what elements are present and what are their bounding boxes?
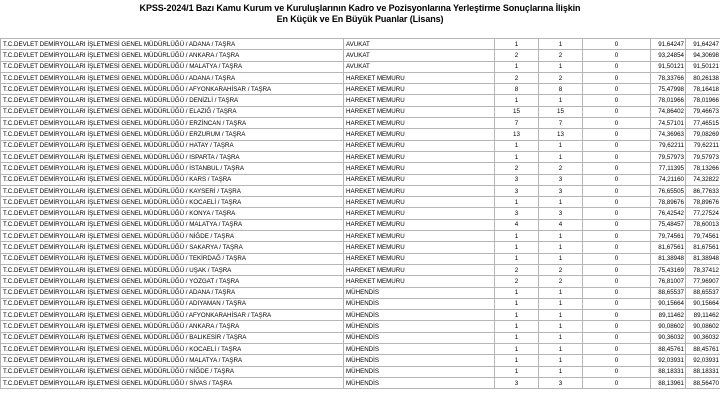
position-cell: HAREKET MEMURU [344,197,495,208]
min-score-cell: 76,42542 [651,208,686,219]
placed-cell: 1 [539,355,583,366]
institution-cell: T.C.DEVLET DEMİRYOLLARI İŞLETMESİ GENEL MÜDÜRLÜĞÜ / KONYA / TAŞRA [1,208,344,219]
placed-cell: 1 [539,140,583,151]
table-row [1,118,720,129]
position-cell: MÜHENDİS [344,377,495,388]
max-score-cell: 77,96907 [686,276,720,287]
table-row [1,264,720,275]
min-score-cell: 79,57973 [651,151,686,162]
empty-cell: 0 [583,50,651,61]
max-score-cell: 79,74561 [686,231,720,242]
placed-cell: 2 [539,264,583,275]
empty-cell: 0 [583,264,651,275]
min-score-cell: 90,08602 [651,321,686,332]
min-score-cell: 90,15664 [651,298,686,309]
max-score-cell: 91,50121 [686,61,720,72]
quota-cell: 2 [495,72,539,83]
quota-cell: 1 [495,197,539,208]
quota-cell: 1 [495,151,539,162]
position-cell: HAREKET MEMURU [344,118,495,129]
min-score-cell: 92,03931 [651,355,686,366]
institution-cell: T.C.DEVLET DEMİRYOLLARI İŞLETMESİ GENEL MÜDÜRLÜĞÜ / UŞAK / TAŞRA [1,264,344,275]
min-score-cell: 75,47998 [651,84,686,95]
position-cell: HAREKET MEMURU [344,106,495,117]
max-score-cell: 88,18331 [686,366,720,377]
quota-cell: 1 [495,61,539,72]
max-score-cell: 81,38948 [686,253,720,264]
min-score-cell: 91,50121 [651,61,686,72]
quota-cell: 1 [495,355,539,366]
max-score-cell: 78,13266 [686,163,720,174]
position-cell: AVUKAT [344,39,495,50]
placed-cell: 1 [539,197,583,208]
empty-cell: 0 [583,61,651,72]
table-row [1,276,720,287]
empty-cell: 0 [583,163,651,174]
quota-cell: 2 [495,163,539,174]
quota-cell: 7 [495,118,539,129]
empty-cell: 0 [583,253,651,264]
title-line-2: En Küçük ve En Büyük Puanlar (Lisans) [276,14,444,24]
position-cell: AVUKAT [344,50,495,61]
institution-cell: T.C.DEVLET DEMİRYOLLARI İŞLETMESİ GENEL MÜDÜRLÜĞÜ / ISPARTA / TAŞRA [1,151,344,162]
table-row [1,39,720,50]
institution-cell: T.C.DEVLET DEMİRYOLLARI İŞLETMESİ GENEL MÜDÜRLÜĞÜ / ANKARA / TAŞRA [1,50,344,61]
quota-cell: 13 [495,129,539,140]
placed-cell: 15 [539,106,583,117]
table-row [1,84,720,95]
max-score-cell: 78,01966 [686,95,720,106]
empty-cell: 0 [583,355,651,366]
placed-cell: 2 [539,163,583,174]
table-row [1,95,720,106]
placed-cell: 1 [539,310,583,321]
position-cell: AVUKAT [344,61,495,72]
institution-cell: T.C.DEVLET DEMİRYOLLARI İŞLETMESİ GENEL MÜDÜRLÜĞÜ / HATAY / TAŞRA [1,140,344,151]
position-cell: HAREKET MEMURU [344,72,495,83]
max-score-cell: 88,56470 [686,377,720,388]
quota-cell: 1 [495,310,539,321]
institution-cell: T.C.DEVLET DEMİRYOLLARI İŞLETMESİ GENEL MÜDÜRLÜĞÜ / NİĞDE / TAŞRA [1,366,344,377]
quota-cell: 1 [495,39,539,50]
empty-cell: 0 [583,287,651,298]
quota-cell: 3 [495,185,539,196]
quota-cell: 1 [495,366,539,377]
institution-cell: T.C.DEVLET DEMİRYOLLARI İŞLETMESİ GENEL MÜDÜRLÜĞÜ / DENİZLİ / TAŞRA [1,95,344,106]
max-score-cell: 92,03931 [686,355,720,366]
placed-cell: 1 [539,332,583,343]
quota-cell: 2 [495,264,539,275]
empty-cell: 0 [583,140,651,151]
placed-cell: 2 [539,276,583,287]
min-score-cell: 88,45761 [651,344,686,355]
quota-cell: 3 [495,208,539,219]
placed-cell: 3 [539,208,583,219]
table-row [1,355,720,366]
min-score-cell: 88,13961 [651,377,686,388]
table-row [1,140,720,151]
table-row [1,61,720,72]
table-row [1,50,720,61]
institution-cell: T.C.DEVLET DEMİRYOLLARI İŞLETMESİ GENEL MÜDÜRLÜĞÜ / AFYONKARAHİSAR / TAŞRA [1,310,344,321]
institution-cell: T.C.DEVLET DEMİRYOLLARI İŞLETMESİ GENEL MÜDÜRLÜĞÜ / KOCAELİ / TAŞRA [1,344,344,355]
max-score-cell: 86,77633 [686,185,720,196]
quota-cell: 15 [495,106,539,117]
empty-cell: 0 [583,231,651,242]
empty-cell: 0 [583,151,651,162]
min-score-cell: 78,89676 [651,197,686,208]
institution-cell: T.C.DEVLET DEMİRYOLLARI İŞLETMESİ GENEL MÜDÜRLÜĞÜ / SAKARYA / TAŞRA [1,242,344,253]
institution-cell: T.C.DEVLET DEMİRYOLLARI İŞLETMESİ GENEL MÜDÜRLÜĞÜ / İSTANBUL / TAŞRA [1,163,344,174]
table-row [1,106,720,117]
position-cell: HAREKET MEMURU [344,219,495,230]
position-cell: MÜHENDİS [344,321,495,332]
institution-cell: T.C.DEVLET DEMİRYOLLARI İŞLETMESİ GENEL MÜDÜRLÜĞÜ / ADIYAMAN / TAŞRA [1,298,344,309]
position-cell: MÜHENDİS [344,310,495,321]
max-score-cell: 78,89676 [686,197,720,208]
institution-cell: T.C.DEVLET DEMİRYOLLARI İŞLETMESİ GENEL MÜDÜRLÜĞÜ / TEKİRDAĞ / TAŞRA [1,253,344,264]
quota-cell: 1 [495,287,539,298]
max-score-cell: 89,11462 [686,310,720,321]
min-score-cell: 81,67561 [651,242,686,253]
max-score-cell: 79,62211 [686,140,720,151]
institution-cell: T.C.DEVLET DEMİRYOLLARI İŞLETMESİ GENEL MÜDÜRLÜĞÜ / MALATYA / TAŞRA [1,61,344,72]
min-score-cell: 74,57101 [651,118,686,129]
min-score-cell: 74,86402 [651,106,686,117]
document-title [0,0,720,33]
quota-cell: 1 [495,321,539,332]
quota-cell: 1 [495,242,539,253]
quota-cell: 3 [495,377,539,388]
table-row [1,185,720,196]
min-score-cell: 74,36963 [651,129,686,140]
max-score-cell: 77,46515 [686,118,720,129]
table-row [1,242,720,253]
empty-cell: 0 [583,242,651,253]
table-row [1,366,720,377]
table-row [1,163,720,174]
min-score-cell: 76,81007 [651,276,686,287]
table-row [1,231,720,242]
min-score-cell: 90,36032 [651,332,686,343]
institution-cell: T.C.DEVLET DEMİRYOLLARI İŞLETMESİ GENEL MÜDÜRLÜĞÜ / KARS / TAŞRA [1,174,344,185]
quota-cell: 8 [495,84,539,95]
max-score-cell: 90,36032 [686,332,720,343]
placed-cell: 7 [539,118,583,129]
quota-cell: 2 [495,276,539,287]
placed-cell: 4 [539,219,583,230]
max-score-cell: 88,65537 [686,287,720,298]
empty-cell: 0 [583,72,651,83]
empty-cell: 0 [583,298,651,309]
min-score-cell: 89,11462 [651,310,686,321]
position-cell: MÜHENDİS [344,287,495,298]
empty-cell: 0 [583,366,651,377]
max-score-cell: 91,64247 [686,39,720,50]
quota-cell: 3 [495,174,539,185]
position-cell: HAREKET MEMURU [344,231,495,242]
empty-cell: 0 [583,344,651,355]
table-row [1,287,720,298]
quota-cell: 1 [495,231,539,242]
empty-cell: 0 [583,84,651,95]
position-cell: MÜHENDİS [344,344,495,355]
results-table [0,38,720,389]
quota-cell: 1 [495,332,539,343]
min-score-cell: 81,38948 [651,253,686,264]
table-row [1,298,720,309]
position-cell: HAREKET MEMURU [344,129,495,140]
placed-cell: 1 [539,344,583,355]
max-score-cell: 78,60013 [686,219,720,230]
empty-cell: 0 [583,174,651,185]
placed-cell: 1 [539,253,583,264]
table-row [1,332,720,343]
institution-cell: T.C.DEVLET DEMİRYOLLARI İŞLETMESİ GENEL MÜDÜRLÜĞÜ / MALATYA / TAŞRA [1,355,344,366]
quota-cell: 2 [495,50,539,61]
max-score-cell: 74,32822 [686,174,720,185]
empty-cell: 0 [583,95,651,106]
institution-cell: T.C.DEVLET DEMİRYOLLARI İŞLETMESİ GENEL MÜDÜRLÜĞÜ / SİVAS / TAŞRA [1,377,344,388]
institution-cell: T.C.DEVLET DEMİRYOLLARI İŞLETMESİ GENEL MÜDÜRLÜĞÜ / ADANA / TAŞRA [1,72,344,83]
placed-cell: 3 [539,185,583,196]
position-cell: HAREKET MEMURU [344,163,495,174]
empty-cell: 0 [583,219,651,230]
position-cell: HAREKET MEMURU [344,276,495,287]
position-cell: HAREKET MEMURU [344,95,495,106]
table-row [1,219,720,230]
empty-cell: 0 [583,377,651,388]
max-score-cell: 79,46673 [686,106,720,117]
placed-cell: 1 [539,298,583,309]
placed-cell: 8 [539,84,583,95]
max-score-cell: 79,57973 [686,151,720,162]
results-table-body [1,39,720,389]
placed-cell: 1 [539,242,583,253]
institution-cell: T.C.DEVLET DEMİRYOLLARI İŞLETMESİ GENEL MÜDÜRLÜĞÜ / KAYSERİ / TAŞRA [1,185,344,196]
placed-cell: 1 [539,61,583,72]
min-score-cell: 75,43169 [651,264,686,275]
placed-cell: 1 [539,366,583,377]
table-row [1,344,720,355]
placed-cell: 3 [539,377,583,388]
empty-cell: 0 [583,185,651,196]
placed-cell: 13 [539,129,583,140]
max-score-cell: 94,30698 [686,50,720,61]
empty-cell: 0 [583,310,651,321]
min-score-cell: 78,01966 [651,95,686,106]
institution-cell: T.C.DEVLET DEMİRYOLLARI İŞLETMESİ GENEL MÜDÜRLÜĞÜ / BALIKESİR / TAŞRA [1,332,344,343]
position-cell: MÜHENDİS [344,355,495,366]
table-row [1,208,720,219]
min-score-cell: 74,21160 [651,174,686,185]
position-cell: HAREKET MEMURU [344,174,495,185]
position-cell: HAREKET MEMURU [344,185,495,196]
quota-cell: 1 [495,95,539,106]
table-row [1,72,720,83]
table-row [1,151,720,162]
table-row [1,321,720,332]
min-score-cell: 93,24854 [651,50,686,61]
table-row [1,197,720,208]
position-cell: MÜHENDİS [344,298,495,309]
empty-cell: 0 [583,197,651,208]
min-score-cell: 79,62211 [651,140,686,151]
placed-cell: 1 [539,231,583,242]
position-cell: HAREKET MEMURU [344,84,495,95]
position-cell: HAREKET MEMURU [344,242,495,253]
position-cell: HAREKET MEMURU [344,140,495,151]
position-cell: HAREKET MEMURU [344,151,495,162]
max-score-cell: 88,45761 [686,344,720,355]
empty-cell: 0 [583,276,651,287]
placed-cell: 2 [539,50,583,61]
empty-cell: 0 [583,321,651,332]
max-score-cell: 90,15664 [686,298,720,309]
empty-cell: 0 [583,332,651,343]
min-score-cell: 79,74561 [651,231,686,242]
max-score-cell: 77,27524 [686,208,720,219]
placed-cell: 2 [539,72,583,83]
quota-cell: 1 [495,140,539,151]
empty-cell: 0 [583,118,651,129]
institution-cell: T.C.DEVLET DEMİRYOLLARI İŞLETMESİ GENEL MÜDÜRLÜĞÜ / MALATYA / TAŞRA [1,219,344,230]
empty-cell: 0 [583,208,651,219]
institution-cell: T.C.DEVLET DEMİRYOLLARI İŞLETMESİ GENEL MÜDÜRLÜĞÜ / ERZİNCAN / TAŞRA [1,118,344,129]
institution-cell: T.C.DEVLET DEMİRYOLLARI İŞLETMESİ GENEL MÜDÜRLÜĞÜ / ADANA / TAŞRA [1,39,344,50]
empty-cell: 0 [583,106,651,117]
placed-cell: 1 [539,151,583,162]
placed-cell: 1 [539,95,583,106]
table-row [1,310,720,321]
min-score-cell: 78,33766 [651,72,686,83]
institution-cell: T.C.DEVLET DEMİRYOLLARI İŞLETMESİ GENEL MÜDÜRLÜĞÜ / ADANA / TAŞRA [1,287,344,298]
table-row [1,253,720,264]
min-score-cell: 88,65537 [651,287,686,298]
position-cell: HAREKET MEMURU [344,253,495,264]
table-row [1,377,720,388]
position-cell: MÜHENDİS [344,366,495,377]
table-row [1,129,720,140]
quota-cell: 1 [495,344,539,355]
max-score-cell: 81,67561 [686,242,720,253]
institution-cell: T.C.DEVLET DEMİRYOLLARI İŞLETMESİ GENEL MÜDÜRLÜĞÜ / ELAZIĞ / TAŞRA [1,106,344,117]
max-score-cell: 90,08602 [686,321,720,332]
table-row [1,174,720,185]
quota-cell: 4 [495,219,539,230]
min-score-cell: 88,18331 [651,366,686,377]
placed-cell: 1 [539,39,583,50]
institution-cell: T.C.DEVLET DEMİRYOLLARI İŞLETMESİ GENEL MÜDÜRLÜĞÜ / ERZURUM / TAŞRA [1,129,344,140]
empty-cell: 0 [583,129,651,140]
min-score-cell: 75,48457 [651,219,686,230]
position-cell: HAREKET MEMURU [344,208,495,219]
max-score-cell: 78,37412 [686,264,720,275]
title-line-1: KPSS-2024/1 Bazı Kamu Kurum ve Kuruluşlarının Kadro ve Pozisyonlarına Yerleştirme Sonuçlarına İlişkin [139,3,581,13]
min-score-cell: 76,65505 [651,185,686,196]
min-score-cell: 91,64247 [651,39,686,50]
quota-cell: 1 [495,253,539,264]
max-score-cell: 79,08269 [686,129,720,140]
institution-cell: T.C.DEVLET DEMİRYOLLARI İŞLETMESİ GENEL MÜDÜRLÜĞÜ / ANKARA / TAŞRA [1,321,344,332]
min-score-cell: 77,11395 [651,163,686,174]
placed-cell: 3 [539,174,583,185]
empty-cell: 0 [583,39,651,50]
placed-cell: 1 [539,287,583,298]
institution-cell: T.C.DEVLET DEMİRYOLLARI İŞLETMESİ GENEL MÜDÜRLÜĞÜ / NİĞDE / TAŞRA [1,231,344,242]
max-score-cell: 80,26138 [686,72,720,83]
institution-cell: T.C.DEVLET DEMİRYOLLARI İŞLETMESİ GENEL MÜDÜRLÜĞÜ / YOZGAT / TAŞRA [1,276,344,287]
position-cell: HAREKET MEMURU [344,264,495,275]
institution-cell: T.C.DEVLET DEMİRYOLLARI İŞLETMESİ GENEL MÜDÜRLÜĞÜ / KOCAELİ / TAŞRA [1,197,344,208]
institution-cell: T.C.DEVLET DEMİRYOLLARI İŞLETMESİ GENEL MÜDÜRLÜĞÜ / AFYONKARAHİSAR / TAŞRA [1,84,344,95]
placed-cell: 1 [539,321,583,332]
quota-cell: 1 [495,298,539,309]
max-score-cell: 78,16418 [686,84,720,95]
position-cell: MÜHENDİS [344,332,495,343]
